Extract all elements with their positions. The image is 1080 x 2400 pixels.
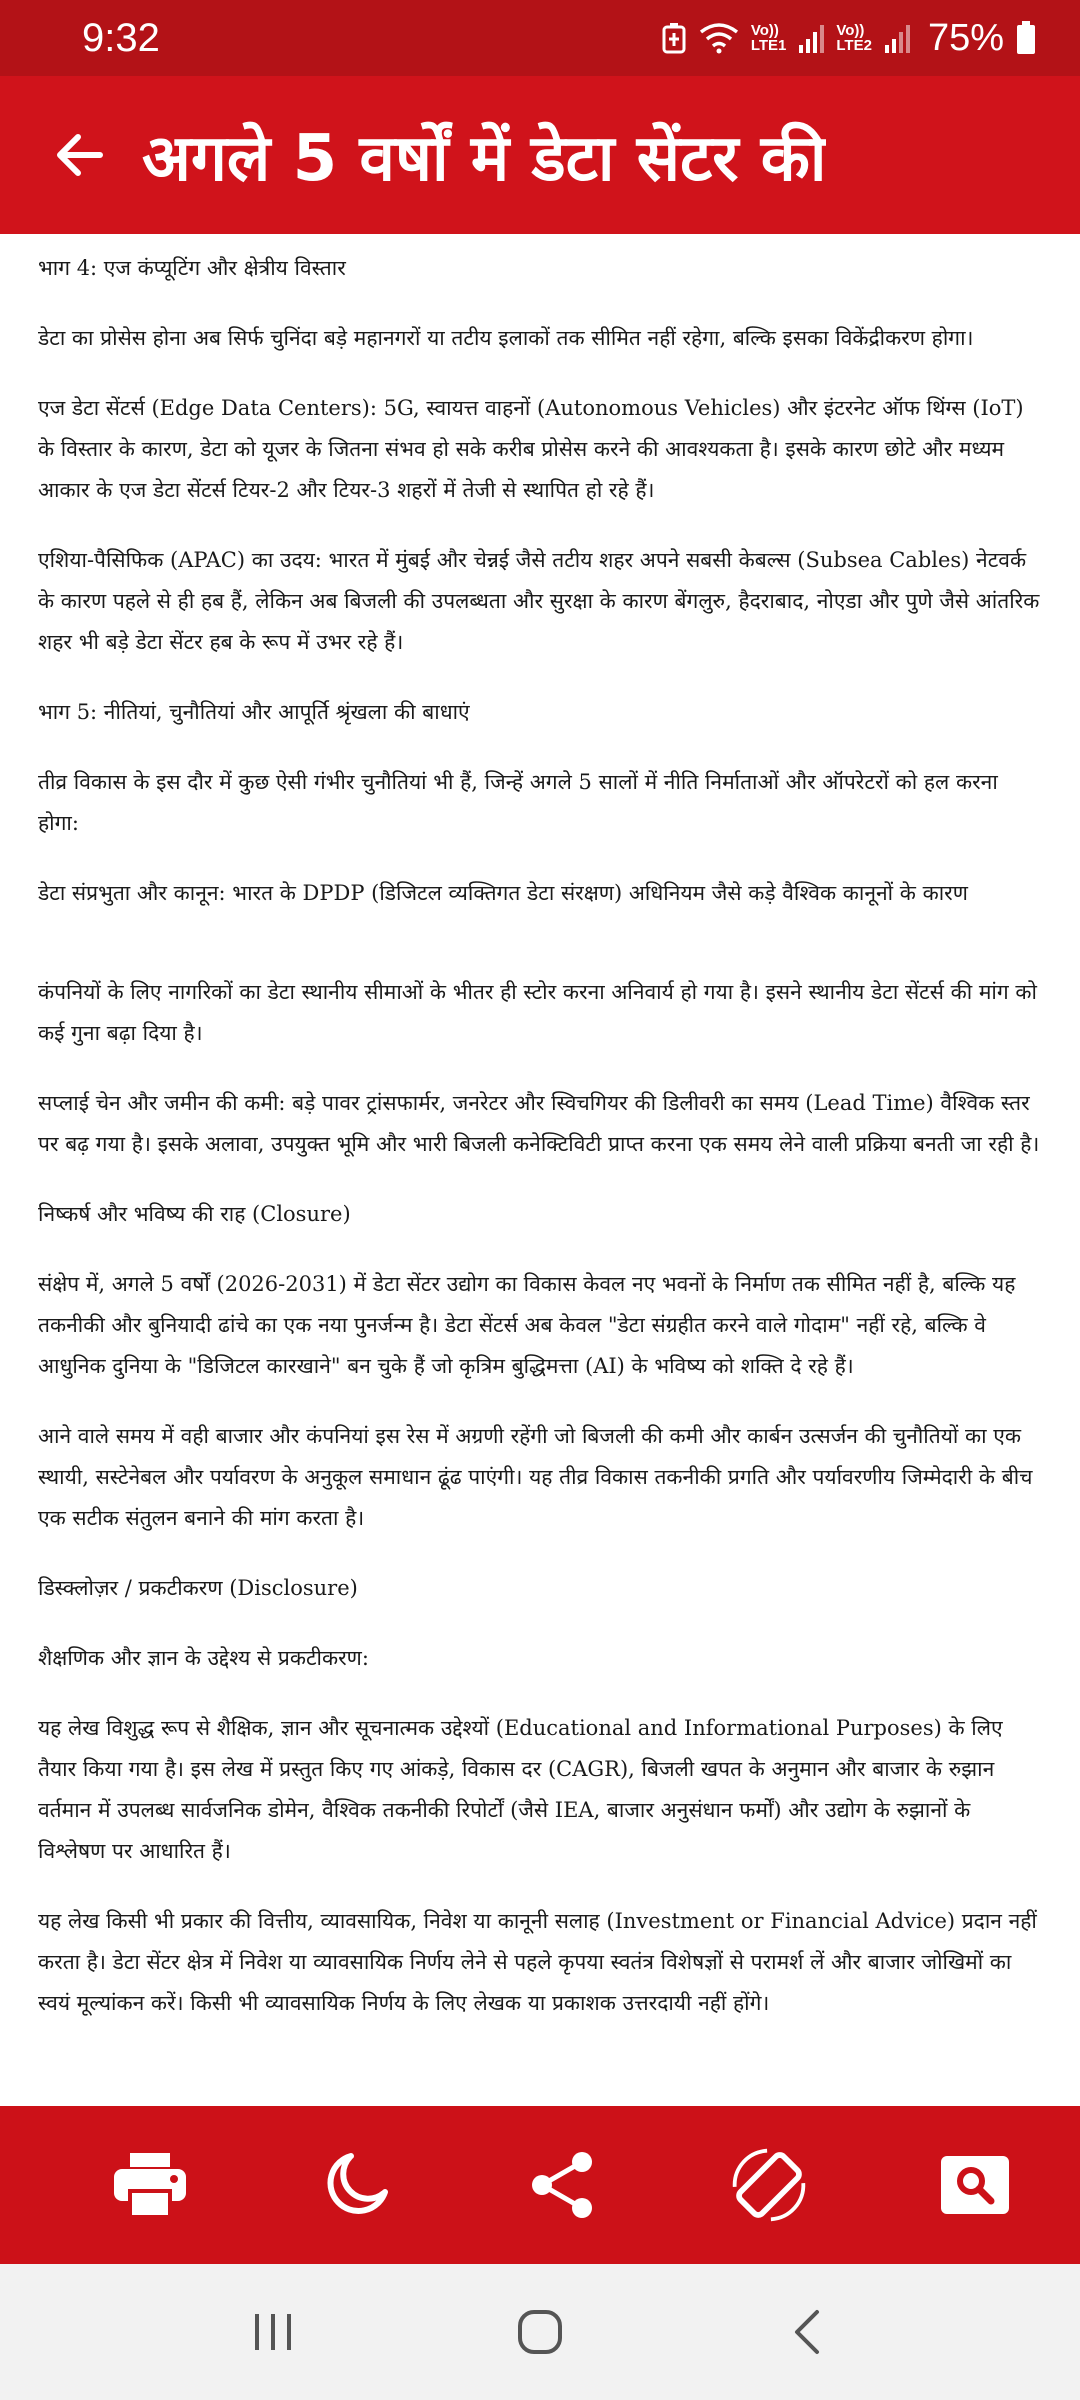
rotate-screen-button[interactable] (729, 2145, 809, 2225)
article-paragraph: तीव्र विकास के इस दौर में कुछ ऐसी गंभीर चुनौतियां भी हैं, जिन्हें अगले 5 सालों में नीति निर्माताओं और ऑपरेटरों को हल करना होगा: (38, 770, 998, 835)
battery-icon (1016, 21, 1036, 55)
article-paragraph: यह लेख विशुद्ध रूप से शैक्षिक, ज्ञान और सूचनात्मक उद्देश्यों (Educational and Informational Purposes) के लिए तैयार किया गया है। इस लेख में प्रस्तुत किए गए आंकड़े, विकास दर (CAGR), बिजली खपत के अनुमान और बाजार के रुझान वर्तमान में उपलब्ध सार्वजनिक डोमेन, वैश्विक तकनीकी रिपोर्टों (जैसे IEA, बाजार अनुसंधान फर्मों) और उद्योग के रुझानों के विश्लेषण पर आधारित हैं। (38, 1716, 1003, 1863)
status-time: 9:32 (82, 15, 160, 60)
recent-apps-icon (251, 2310, 295, 2354)
search-icon (939, 2154, 1011, 2216)
wifi-icon (699, 22, 739, 54)
article-heading-part4: भाग 4: एज कंप्यूटिंग और क्षेत्रीय विस्तार (38, 256, 346, 280)
system-nav-bar (0, 2264, 1080, 2400)
status-bar (0, 0, 1080, 76)
back-icon (787, 2308, 827, 2356)
home-icon (516, 2308, 564, 2356)
print-icon (112, 2151, 188, 2219)
app-bar (0, 76, 1080, 234)
article-paragraph: डेटा संप्रभुता और कानून: भारत के DPDP (डिजिटल व्यक्तिगत डेटा संरक्षण) अधिनियम जैसे कड़े वैश्विक कानूनों के कारण (38, 881, 968, 905)
dark-mode-icon (321, 2150, 391, 2220)
home-button[interactable] (510, 2302, 570, 2362)
dark-mode-button[interactable] (316, 2145, 396, 2225)
print-button[interactable] (110, 2145, 190, 2225)
share-button[interactable] (523, 2145, 603, 2225)
article-paragraph: यह लेख किसी भी प्रकार की वित्तीय, व्यावसायिक, निवेश या कानूनी सलाह (Investment or Financial Advice) प्रदान नहीं करता है। डेटा सेंटर क्षेत्र में निवेश या व्यावसायिक निर्णय लेने से पहले कृपया स्वतंत्र विशेषज्ञों से परामर्श लें और बाजार जोखिमों का स्वयं मूल्यांकन करें। किसी भी व्यावसायिक निर्णय के लिए लेखक या प्रकाशक उत्तरदायी नहीं होंगे। (38, 1909, 1037, 2015)
signal-icon (798, 23, 824, 53)
battery-percent: 75% (927, 16, 1004, 59)
net2-text: Vo)) LTE2 (836, 22, 872, 54)
article-paragraph: एज डेटा सेंटर्स (Edge Data Centers): 5G, स्वायत्त वाहनों (Autonomous Vehicles) और इंटरनेट ऑफ थिंग्स (IoT) के विस्तार के कारण, डेटा को यूजर के जितना संभव हो सके करीब प्रोसेस करने की आवश्यकता है। इसके कारण छोटे और मध्यम आकार के एज डेटा सेंटर्स टियर-2 और टियर-3 शहरों में तेजी से स्थापित हो रहे हैं। (38, 396, 1024, 502)
article-heading-closure: निष्कर्ष और भविष्य की राह (Closure) (38, 1202, 351, 1226)
network-lte1-label (751, 23, 787, 53)
article-heading-disclosure: डिस्क्लोज़र / प्रकटीकरण (Disclosure) (38, 1576, 358, 1600)
article-paragraph: एशिया-पैसिफिक (APAC) का उदय: भारत में मुंबई और चेन्नई जैसे तटीय शहर अपने सबसी केबल्स (Subsea Cables) नेटवर्क के कारण पहले से ही हब हैं, लेकिन अब बिजली की उपलब्धता और सुरक्षा के कारण बेंगलुरु, हैदराबाद, नोएडा और पुणे जैसे आंतरिक शहर भी बड़े डेटा सेंटर हब के रूप में उभर रहे हैं। (38, 548, 1040, 654)
article-paragraph: कंपनियों के लिए नागरिकों का डेटा स्थानीय सीमाओं के भीतर ही स्टोर करना अनिवार्य हो गया है। इसने स्थानीय डेटा सेंटर्स की मांग को कई गुना बढ़ा दिया है। (38, 980, 1037, 1045)
battery-saver-icon (661, 22, 687, 54)
rotate-screen-icon (729, 2143, 809, 2227)
back-button[interactable] (777, 2302, 837, 2362)
search-button[interactable] (935, 2145, 1015, 2225)
status-icons (661, 17, 1036, 60)
arrow-left-icon[interactable] (52, 127, 108, 183)
page-title: अगले 5 वर्षों में डेटा सेंटर की (142, 121, 827, 196)
article-heading-part5: भाग 5: नीतियां, चुनौतियां और आपूर्ति श्रृंखला की बाधाएं (38, 700, 470, 724)
network-lte2-label (836, 23, 872, 53)
signal-icon-2 (884, 23, 910, 53)
recent-apps-button[interactable] (243, 2302, 303, 2362)
article-paragraph: संक्षेप में, अगले 5 वर्षों (2026-2031) में डेटा सेंटर उद्योग का विकास केवल नए भवनों के निर्माण तक सीमित नहीं है, बल्कि यह तकनीकी और बुनियादी ढांचे का एक नया पुनर्जन्म है। डेटा सेंटर्स अब केवल "डेटा संग्रहीत करने वाले गोदाम" नहीं रहे, बल्कि वे आधुनिक दुनिया के "डिजिटल कारखाने" बन चुके हैं जो कृत्रिम बुद्धिमत्ता (AI) के भविष्य को शक्ति दे रहे हैं। (38, 1272, 1016, 1378)
article-paragraph: सप्लाई चेन और जमीन की कमी: बड़े पावर ट्रांसफार्मर, जनरेटर और स्विचगियर की डिलीवरी का समय (Lead Time) वैश्विक स्तर पर बढ़ गया है। इसके अलावा, उपयुक्त भूमि और भारी बिजली कनेक्टिविटी प्राप्त करना एक समय लेने वाली प्रक्रिया बनती जा रही है। (38, 1091, 1040, 1156)
article-paragraph: आने वाले समय में वही बाजार और कंपनियां इस रेस में अग्रणी रहेंगी जो बिजली की कमी और कार्बन उत्सर्जन की चुनौतियों का एक स्थायी, सस्टेनेबल और पर्यावरण के अनुकूल समाधान ढूंढ पाएंगी। यह तीव्र विकास तकनीकी प्रगति और पर्यावरणीय जिम्मेदारी के बीच एक सटीक संतुलन बनाने की मांग करता है। (38, 1424, 1033, 1530)
article-body (38, 236, 1042, 2104)
bottom-toolbar (0, 2106, 1080, 2264)
share-icon (528, 2150, 598, 2220)
article-subheading: शैक्षणिक और ज्ञान के उद्देश्य से प्रकटीकरण: (38, 1646, 369, 1670)
net1-text: Vo)) LTE1 (750, 22, 787, 54)
article-paragraph: डेटा का प्रोसेस होना अब सिर्फ चुनिंदा बड़े महानगरों या तटीय इलाकों तक सीमित नहीं रहेगा, बल्कि इसका विकेंद्रीकरण होगा। (38, 326, 974, 350)
